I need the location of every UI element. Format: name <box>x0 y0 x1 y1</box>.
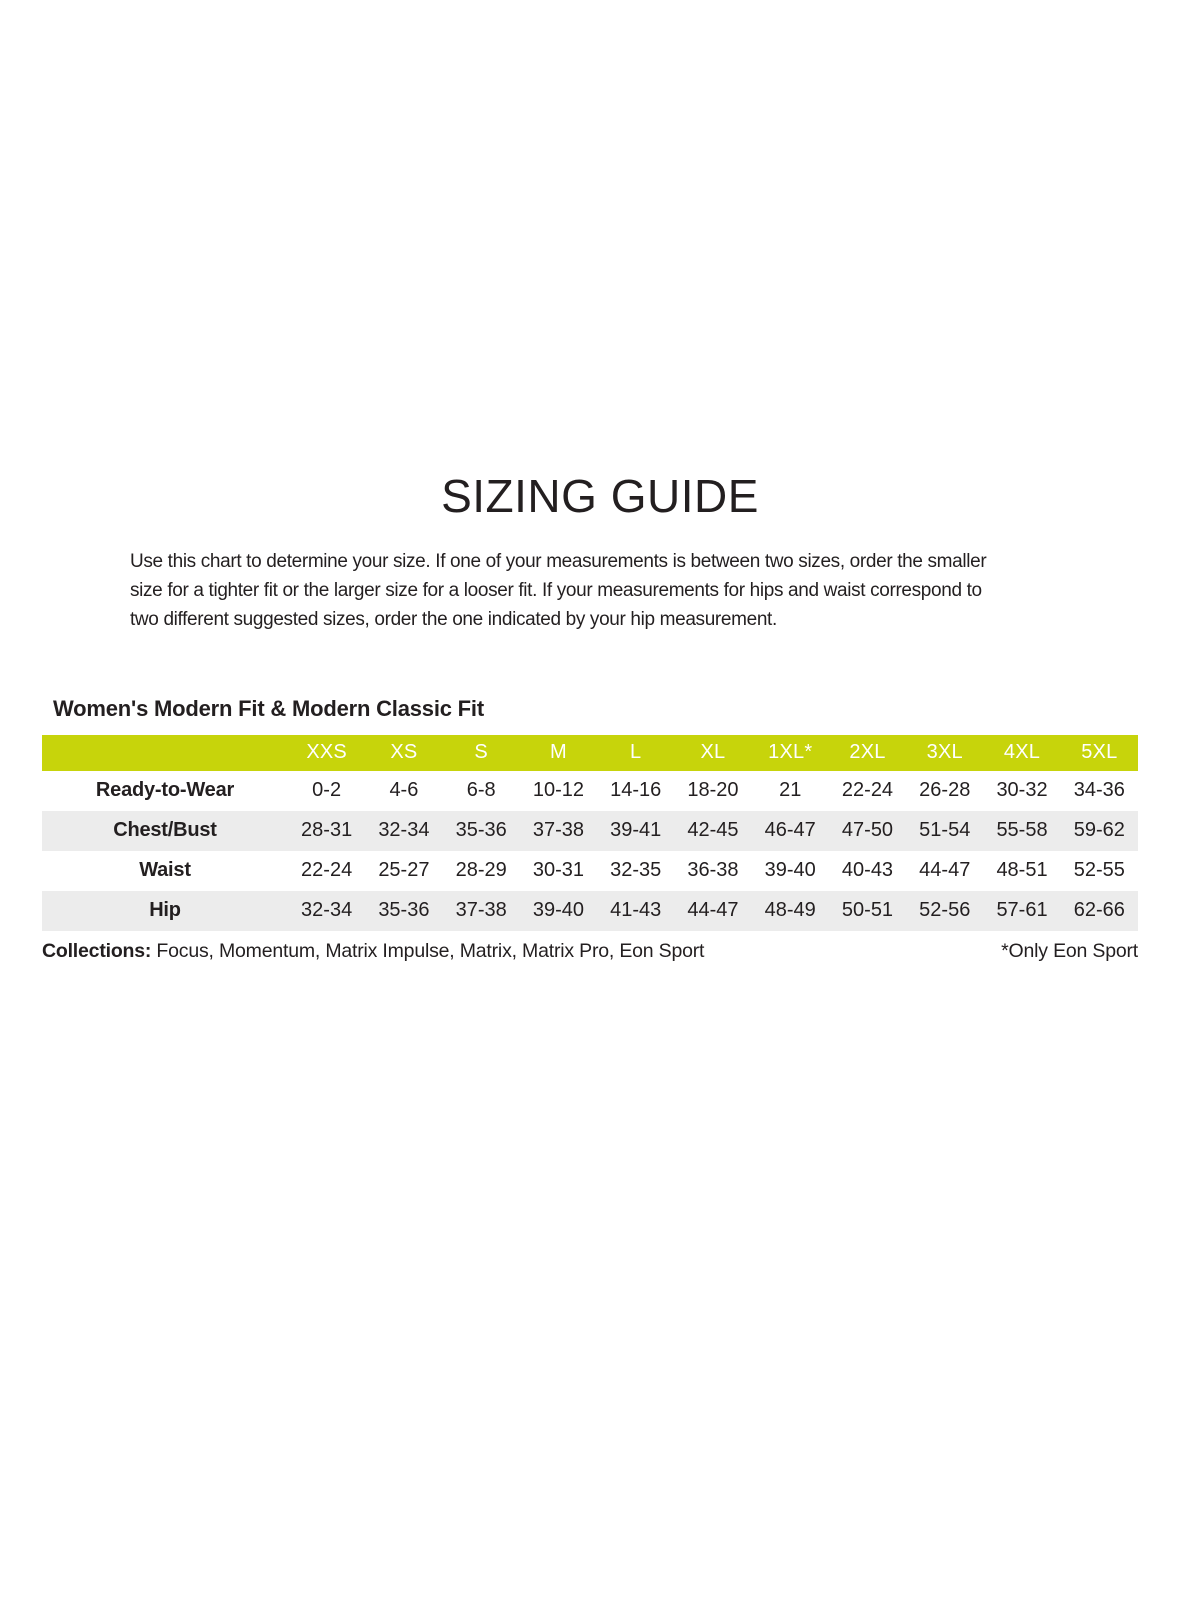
size-cell: 21 <box>779 779 802 802</box>
size-cell: 32-35 <box>610 859 662 882</box>
size-cell: 59-62 <box>1073 819 1125 842</box>
size-cell: 57-61 <box>996 899 1048 922</box>
size-cell: 32-34 <box>301 899 353 922</box>
collections-note <box>42 940 704 963</box>
size-cell: 44-47 <box>687 899 739 922</box>
row-label: Hip <box>149 899 181 922</box>
size-column-header: XL <box>674 735 751 771</box>
size-cell: 0-2 <box>312 779 342 802</box>
size-cell: 32-34 <box>378 819 430 842</box>
table-footer <box>42 940 1138 963</box>
size-cell: 25-27 <box>378 859 430 882</box>
size-cell: 22-24 <box>301 859 353 882</box>
table-row <box>42 771 1138 811</box>
row-label: Chest/Bust <box>113 819 217 842</box>
size-cell: 36-38 <box>687 859 739 882</box>
size-cell: 28-29 <box>455 859 507 882</box>
size-cell: 40-43 <box>841 859 894 882</box>
footnote-eon-sport: *Only Eon Sport <box>1001 939 1138 962</box>
table-row <box>42 851 1138 891</box>
row-label: Ready-to-Wear <box>95 779 235 802</box>
size-cell: 39-41 <box>610 819 662 842</box>
size-cell: 37-38 <box>532 819 584 842</box>
size-cell: 37-38 <box>455 899 507 922</box>
size-cell: 41-43 <box>610 899 662 922</box>
size-table-header-row <box>42 735 1138 771</box>
size-cell: 30-31 <box>532 859 584 882</box>
size-column-header: XS <box>365 735 442 771</box>
collections-list: Focus, Momentum, Matrix Impulse, Matrix, Matrix Pro, Eon Sport <box>156 939 705 962</box>
size-cell: 44-47 <box>919 859 971 882</box>
size-cell: 35-36 <box>455 819 507 842</box>
size-cell: 55-58 <box>996 819 1048 842</box>
size-cell: 51-54 <box>919 819 971 842</box>
size-column-header: L <box>597 735 674 771</box>
size-cell: 6-8 <box>466 779 496 802</box>
size-column-header: 4XL <box>983 735 1060 771</box>
intro-line: two different suggested sizes, order the one indicated by your hip measurement. <box>130 608 777 630</box>
size-cell: 47-50 <box>841 819 894 842</box>
size-column-header: 3XL <box>906 735 983 771</box>
section-heading: Women's Modern Fit & Modern Classic Fit <box>53 695 484 721</box>
size-cell: 42-45 <box>687 819 739 842</box>
size-cell: 34-36 <box>1073 779 1125 802</box>
size-cell: 18-20 <box>687 779 739 802</box>
size-column-header: 5XL <box>1061 735 1138 771</box>
size-cell: 26-28 <box>919 779 971 802</box>
size-cell: 46-47 <box>764 819 816 842</box>
intro-paragraph <box>130 547 1090 634</box>
table-corner-cell <box>42 735 288 771</box>
size-cell: 52-55 <box>1073 859 1125 882</box>
size-column-header: 2XL <box>829 735 906 771</box>
size-column-header: M <box>520 735 597 771</box>
size-column-header: 1XL* <box>752 735 829 771</box>
size-column-header: XXS <box>288 735 365 771</box>
table-row <box>42 891 1138 931</box>
size-table <box>42 735 1138 931</box>
collections-label: Collections: <box>42 939 152 962</box>
size-cell: 14-16 <box>610 779 662 802</box>
row-label: Waist <box>139 859 191 882</box>
size-cell: 50-51 <box>841 899 894 922</box>
size-cell: 39-40 <box>764 859 816 882</box>
size-cell: 62-66 <box>1073 899 1125 922</box>
size-cell: 39-40 <box>532 899 584 922</box>
size-cell: 4-6 <box>389 779 419 802</box>
intro-line: size for a tighter fit or the larger size for a looser fit. If your measurements for hips and waist correspond to <box>130 579 982 601</box>
size-cell: 10-12 <box>532 779 584 802</box>
page-title: SIZING GUIDE <box>441 470 759 522</box>
table-row <box>42 811 1138 851</box>
size-column-header: S <box>443 735 520 771</box>
size-cell: 35-36 <box>378 899 430 922</box>
size-cell: 28-31 <box>301 819 353 842</box>
size-cell: 48-49 <box>764 899 816 922</box>
size-cell: 52-56 <box>919 899 971 922</box>
size-cell: 22-24 <box>841 779 894 802</box>
intro-line: Use this chart to determine your size. If one of your measurements is between two sizes, order the smaller <box>130 550 987 572</box>
size-cell: 30-32 <box>996 779 1048 802</box>
size-cell: 48-51 <box>996 859 1048 882</box>
